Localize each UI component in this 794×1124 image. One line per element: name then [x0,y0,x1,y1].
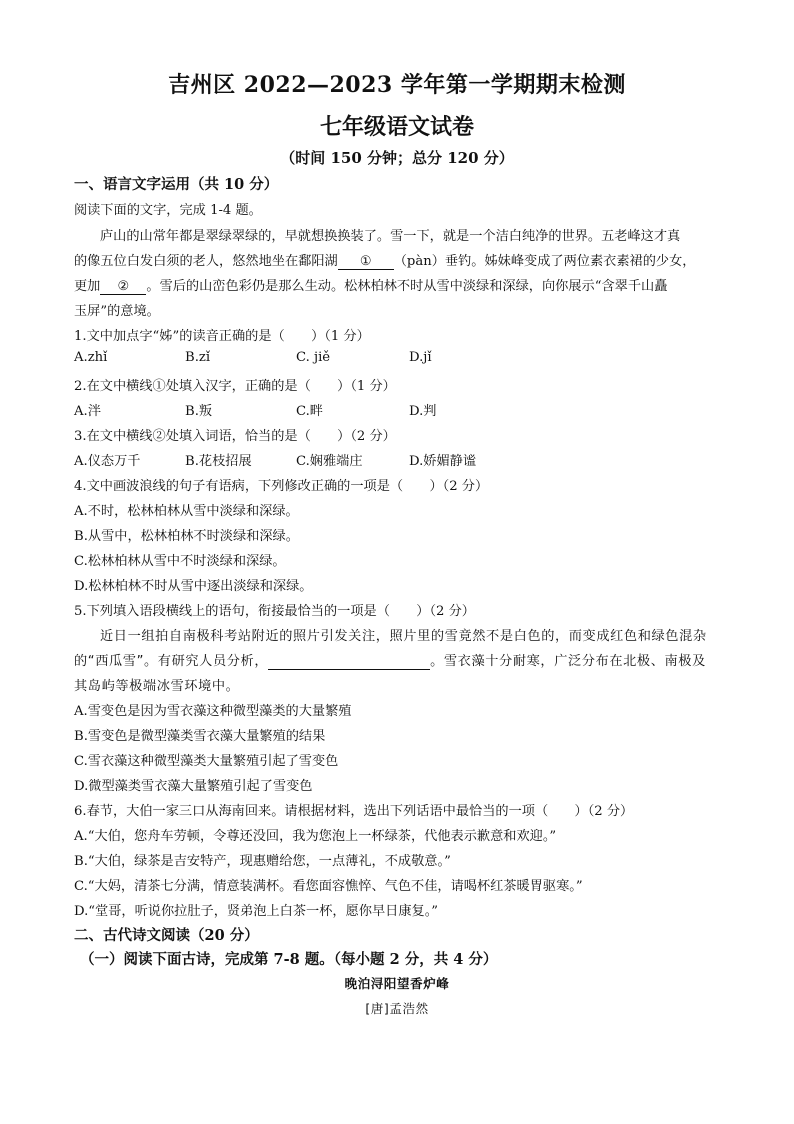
passage-line-2a: 的像五位白发白须的老人，悠然地坐在鄱阳湖 [74,254,338,269]
q3-option-c: C.娴雅端庄 [296,454,363,469]
q2-option-b: B.叛 [185,404,213,419]
q4-option-b: B.从雪中，松林柏林不时淡绿和深绿。 [74,529,299,544]
q4-option-d: D.松林柏林不时从雪中逐出淡绿和深绿。 [74,579,313,594]
q5-stem: 5.下列填入语段横线上的语句，衔接最恰当的一项是（ ）（2 分） [74,604,475,619]
passage-line-4: 玉屏”的意境。 [74,304,160,319]
q4-option-c: C.松林柏林从雪中不时淡绿和深绿。 [74,554,286,569]
q5-option-b: B.雪变色是微型藻类雪衣藻大量繁殖的结果 [74,729,326,744]
section1-heading: 一、语言文字运用（共 10 分） [74,176,279,193]
q2-option-d: D.判 [409,404,437,419]
q6-option-b: B.“大伯，绿茶是吉安特产，现惠赠给您，一点薄礼，不成敬意。” [74,854,451,869]
q1-option-c: C. jiě [296,350,331,365]
q4-option-a: A.不时，松林柏林从雪中淡绿和深绿。 [74,504,299,519]
passage-line-2 [74,250,695,270]
blank-1: ① [338,254,394,270]
q3-option-d: D.娇媚静谧 [409,454,477,469]
passage-line-3a: 更加 [74,279,101,294]
q6-stem: 6.春节，大伯一家三口从海南回来。请根据材料，选出下列话语中最恰当的一项（ ）（2 分） [74,804,634,819]
q5-option-c: C.雪衣藻这种微型藻类大量繁殖引起了雪变色 [74,754,339,769]
q2-option-a: A.泮 [74,404,101,419]
q3-option-a: A.仪态万千 [74,454,141,469]
q5-passage-line-2b: 。雪衣藻十分耐寒，广泛分布在北极、南极及 [430,654,706,669]
q5-passage-line-1: 近日一组拍自南极科考站附近的照片引发关注，照片里的雪竟然不是白色的，而变成红色和绿色混杂 [100,629,707,644]
exam-meta: （时间 150 分钟；总分 120 分） [280,149,514,167]
q5-option-d: D.微型藻类雪衣藻大量繁殖引起了雪变色 [74,779,313,794]
exam-title: 吉州区 2022—2023 学年第一学期期末检测 [168,72,626,98]
q1-option-b: B.zǐ [185,350,211,365]
q4-stem: 4.文中画波浪线的句子有语病，下列修改正确的一项是（ ）（2 分） [74,479,489,494]
poem-author: [唐]孟浩然 [365,1001,429,1016]
passage-line-1: 庐山的山常年都是翠绿翠绿的，早就想换换装了。雪一下，就是一个洁白纯净的世界。五老峰这才真 [100,229,681,244]
q6-option-a: A.“大伯，您舟车劳顿，令尊还没回，我为您泡上一杯绿茶，代他表示歉意和欢迎。” [74,829,557,844]
poem-title: 晚泊浔阳望香炉峰 [344,976,450,991]
q2-stem: 2.在文中横线①处填入汉字，正确的是（ ）（1 分） [74,379,396,394]
q1-stem: 1.文中加点字“姊”的读音正确的是（ ）（1 分） [74,329,370,344]
q5-passage-line-2a: 的“西瓜雪”。有研究人员分析， [74,654,269,669]
q6-option-c: C.“大妈，清茶七分满，情意装满杯。看您面容憔悴、气色不佳，请喝杯红茶暖胃驱寒。” [74,879,583,894]
passage-line-3b: 。雪后的山峦色彩仍是那么生动。松林柏林不时从雪中淡绿和深绿，向你展示“含翠千山矗 [146,279,668,294]
section2-heading: 二、古代诗文阅读（20 分） [74,927,259,944]
passage-line-3 [74,275,667,295]
q3-option-b: B.花枝招展 [185,454,252,469]
q1-option-d: D.jǐ [409,350,432,365]
q1-option-a: A.zhǐ [74,350,108,365]
q2-option-c: C.畔 [296,404,323,419]
q5-blank [268,654,430,670]
q5-passage-line-3: 其岛屿等极端冰雪环境中。 [74,679,240,694]
passage-line-2b: （pàn）垂钓。姊妹峰变成了两位素衣素裙的少女， [393,254,696,269]
q5-passage-line-2 [74,650,706,670]
blank-2: ② [100,279,146,295]
section2-subheading: （一）阅读下面古诗，完成第 7-8 题。（每小题 2 分，共 4 分） [80,951,498,968]
q6-option-d: D.“堂哥，听说你拉肚子，贤弟泡上白茶一杯，愿你早日康复。” [74,904,439,919]
q3-stem: 3.在文中横线②处填入词语，恰当的是（ ）（2 分） [74,429,396,444]
section1-instruction: 阅读下面的文字，完成 1-4 题。 [74,203,262,218]
exam-subtitle: 七年级语文试卷 [319,114,474,140]
q5-option-a: A.雪变色是因为雪衣藻这种微型藻类的大量繁殖 [74,704,352,719]
